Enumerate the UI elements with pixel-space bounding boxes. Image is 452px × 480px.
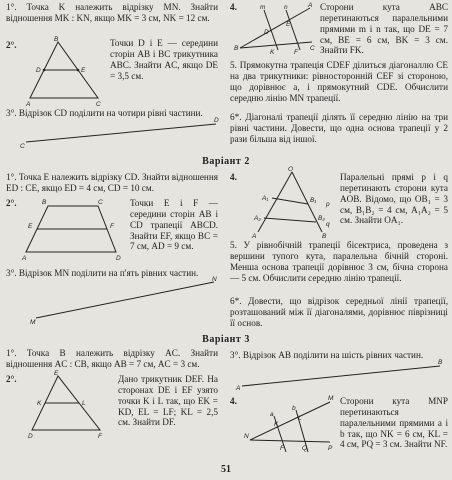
svg-text:F: F — [280, 445, 284, 452]
segment-ab-figure — [236, 360, 446, 390]
v3-task-3: 3°. Відрізок AB поділити на шість рівних частин. — [230, 350, 424, 360]
svg-text:A: A — [26, 101, 31, 108]
task-4: Сторони кута ABC перетинаються паралельними прямими m і n так, що DE = 7 см, BE = 6 см, BK = 3 см. Знайти FK. — [320, 2, 448, 56]
svg-text:P: P — [328, 445, 333, 452]
svg-text:B: B — [438, 359, 443, 366]
v3-task-1: 1°. Точка B належить відрізку AC. Знайти відношення AC : CB, якщо AB = 7 см, AC = 3 см. — [6, 348, 218, 369]
svg-text:D: D — [116, 255, 121, 262]
variant-2-title: Варіант 2 — [202, 156, 250, 167]
svg-text:C: C — [20, 143, 25, 150]
v2-task-5: 5. У рівнобічній трапеції бісектриса, проведена з вершини тупого кута, паралельна бічній стороні. Менша основа трапеції дорівнює 3 см, бічна сторона — 5 см. Обчислити середню лінію трапеції. — [230, 240, 448, 283]
svg-text:E: E — [54, 370, 59, 377]
svg-text:a: a — [270, 411, 274, 418]
v2-task-3: 3°. Відрізок MN поділити на п'ять рівних частин. — [6, 268, 199, 278]
angle-mnp-figure — [244, 396, 334, 456]
svg-text:m: m — [260, 4, 266, 11]
svg-text:B: B — [54, 36, 59, 43]
task-5: 5. Прямокутна трапеція CDEF ділиться діагоналлю CE на два трикутники: рівносторонній CEF зі стороною, що дорівнює a, і прямокутний CDE. Обчислити середню лінію MN трапеції. — [230, 60, 448, 103]
svg-text:M: M — [30, 319, 36, 326]
svg-text:B: B — [234, 45, 239, 52]
svg-text:L: L — [298, 415, 302, 422]
svg-text:K: K — [274, 421, 279, 428]
task-2-number: 2°. — [6, 40, 17, 50]
svg-text:D: D — [28, 433, 33, 440]
svg-text:Q: Q — [302, 445, 308, 452]
v2-task-6: 6*. Довести, що відрізок середньої лінії трапеції, розташований між її діагоналями, дорівнює піврізниці її основ. — [230, 296, 448, 328]
v3-task-2: Дано трикутник DEF. На сторонах DE і EF узято точки K і L так, що EK = KD, EL = LF; KL = 2,5 см. Знайти DF. — [118, 374, 218, 428]
svg-text:F: F — [294, 49, 298, 56]
svg-text:L: L — [82, 400, 86, 407]
svg-text:F: F — [98, 433, 102, 440]
svg-text:D: D — [214, 117, 219, 124]
svg-text:C: C — [310, 45, 315, 52]
svg-text:N: N — [212, 276, 217, 283]
svg-text:A: A — [22, 255, 27, 262]
svg-text:N: N — [244, 433, 249, 440]
task-2: Точки D і E — середини сторін AB і BC трикутника ABC. Знайти AC, якщо DE = 3,5 см. — [110, 38, 218, 81]
svg-text:A: A — [252, 233, 257, 240]
triangle-def-figure — [28, 372, 108, 440]
svg-text:C: C — [98, 199, 103, 206]
svg-text:D: D — [36, 67, 41, 74]
v3-task-2-number: 2°. — [6, 374, 17, 384]
task-6: 6*. Діагоналі трапеції ділять її середню лінію на три рівні частини. Довести, що одна основа трапеції у 2 рази більша від іншої. — [230, 112, 448, 144]
segment-cd-figure — [20, 118, 220, 148]
svg-text:B: B — [322, 233, 327, 240]
svg-text:q: q — [326, 221, 330, 228]
svg-text:M: M — [328, 395, 334, 402]
v2-task-2: Точки E і F — середини сторін AB і CD трапеції ABCD. Знайти EF, якщо BC = 7 см, AD = 9 см. — [130, 198, 218, 252]
segment-mn-figure — [30, 276, 220, 326]
svg-text:p: p — [326, 201, 330, 208]
svg-text:E: E — [286, 21, 291, 28]
trapezoid-abcd-figure — [22, 200, 122, 260]
angle-abc-figure — [234, 4, 314, 54]
task-3: 3°. Відрізок CD поділити на чотири рівні частини. — [6, 108, 203, 118]
svg-text:A₂: A₂ — [254, 215, 261, 222]
task-1: 1°. Точка K належить відрізку MN. Знайти відношення MK : KN, якщо MK = 3 см, NK = 12 см. — [6, 2, 218, 23]
svg-text:F: F — [110, 223, 114, 230]
svg-text:E: E — [28, 223, 33, 230]
svg-text:C: C — [96, 101, 101, 108]
v2-task-1: 1°. Точка E належить відрізку CD. Знайти відношення ED : CE, якщо ED = 4 см, CD = 10 см. — [6, 172, 218, 193]
svg-text:n: n — [284, 4, 288, 11]
v3-task-4-number: 4. — [230, 396, 237, 406]
task-4-number: 4. — [230, 2, 237, 12]
svg-text:O: O — [288, 166, 294, 173]
svg-text:B₂: B₂ — [318, 215, 325, 222]
variant-3-title: Варіант 3 — [202, 334, 250, 345]
svg-text:K: K — [270, 49, 275, 56]
v2-task-4-number: 4. — [230, 172, 237, 182]
svg-text:A: A — [236, 385, 241, 392]
svg-text:A₁: A₁ — [262, 195, 269, 202]
angle-aob-figure — [252, 168, 332, 238]
page-number: 51 — [221, 464, 231, 475]
svg-text:B₁: B₁ — [310, 197, 317, 204]
svg-text:B: B — [42, 199, 47, 206]
svg-text:b: b — [292, 405, 296, 412]
triangle-abc-figure — [26, 38, 106, 108]
v3-task-4: Сторони кута MNP перетинаються паралельними прямими a і b так, що NK = 6 см, KL = 4 см, PQ = 3 см. Знайти NF. — [340, 396, 448, 450]
svg-text:A: A — [308, 2, 313, 9]
svg-text:E: E — [81, 67, 86, 74]
svg-text:D: D — [264, 29, 269, 36]
v2-task-2-number: 2°. — [6, 198, 17, 208]
svg-text:K: K — [37, 400, 42, 407]
v2-task-4: Паралельні прямі p і q перетинають сторони кута AOB. Відомо, що OB₁ = 3 см, B₁B₂ = 4 см, A₁A₂ = 5 см. Знайти OA₁. — [340, 172, 448, 226]
